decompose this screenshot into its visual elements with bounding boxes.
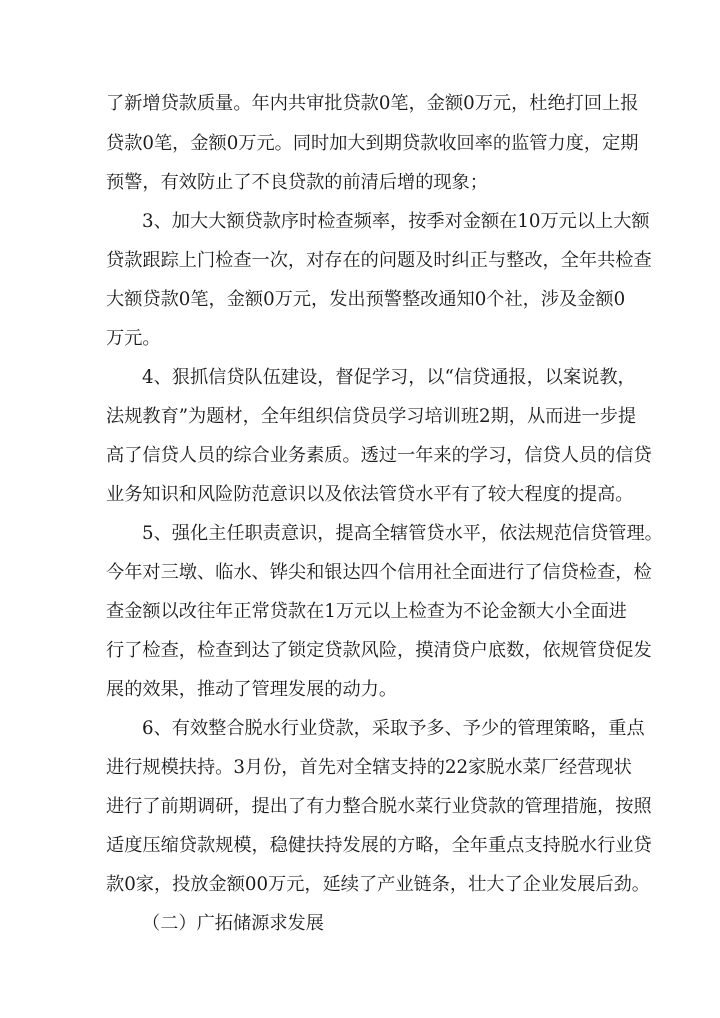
text-line: 业务知识和风险防范意识以及依法管贷水平有了较大程度的提高。	[106, 484, 634, 505]
text-line: 万元。	[106, 328, 161, 349]
text-line: 款0家，投放金额00万元，延续了产业链条，壮大了企业发展后劲。	[106, 874, 650, 895]
text-line: 行了检查，检查到达了锁定贷款风险，摸清贷户底数，依规管贷促发	[106, 640, 652, 661]
text-line: 预警，有效防止了不良贷款的前清后增的现象；	[106, 172, 488, 193]
text-line: 展的效果，推动了管理发展的动力。	[106, 679, 398, 700]
heading-text: （二）广拓储源求发展	[142, 913, 324, 934]
text-line: 今年对三墩、临水、铧尖和银达四个信用社全面进行了信贷检查，检	[106, 562, 652, 583]
text-line: 贷款0笔，金额0万元。同时加大到期贷款收回率的监管力度，定期	[106, 133, 639, 154]
text-line: 3、加大大额贷款序时检查频率，按季对金额在10万元以上大额	[142, 211, 650, 232]
text-line: 进行规模扶持。3月份，首先对全辖支持的22家脱水菜厂经营现状	[106, 757, 632, 778]
text-line: 高了信贷人员的综合业务素质。透过一年来的学习，信贷人员的信贷	[106, 445, 652, 466]
text-line: 了新增贷款质量。年内共审批贷款0笔，金额0万元，杜绝打回上报	[106, 93, 639, 114]
text-line: 法规教育”为题材，全年组织信贷员学习培训班2期，从而进一步提	[106, 406, 637, 427]
text-line: 进行了前期调研，提出了有力整合脱水菜行业贷款的管理措施，按照	[106, 796, 652, 817]
text-line: 4、狠抓信贷队伍建设，督促学习，以“信贷通报，以案说教，	[142, 367, 636, 388]
text-line: 大额贷款0笔，金额0万元，发出预警整改通知0个社，涉及金额0	[106, 289, 626, 310]
text-line: 查金额以改往年正常贷款在1万元以上检查为不论金额大小全面进	[106, 601, 627, 622]
text-line: 6、有效整合脱水行业贷款，采取予多、予少的管理策略，重点	[142, 718, 645, 739]
text-line: 5、强化主任职责意识，提高全辖管贷水平，依法规范信贷管理。	[142, 523, 663, 544]
text-line: 贷款跟踪上门检查一次，对存在的问题及时纠正与整改，全年共检查	[106, 250, 652, 271]
text-line: 适度压缩贷款规模，稳健扶持发展的方略，全年重点支持脱水行业贷	[106, 835, 652, 856]
